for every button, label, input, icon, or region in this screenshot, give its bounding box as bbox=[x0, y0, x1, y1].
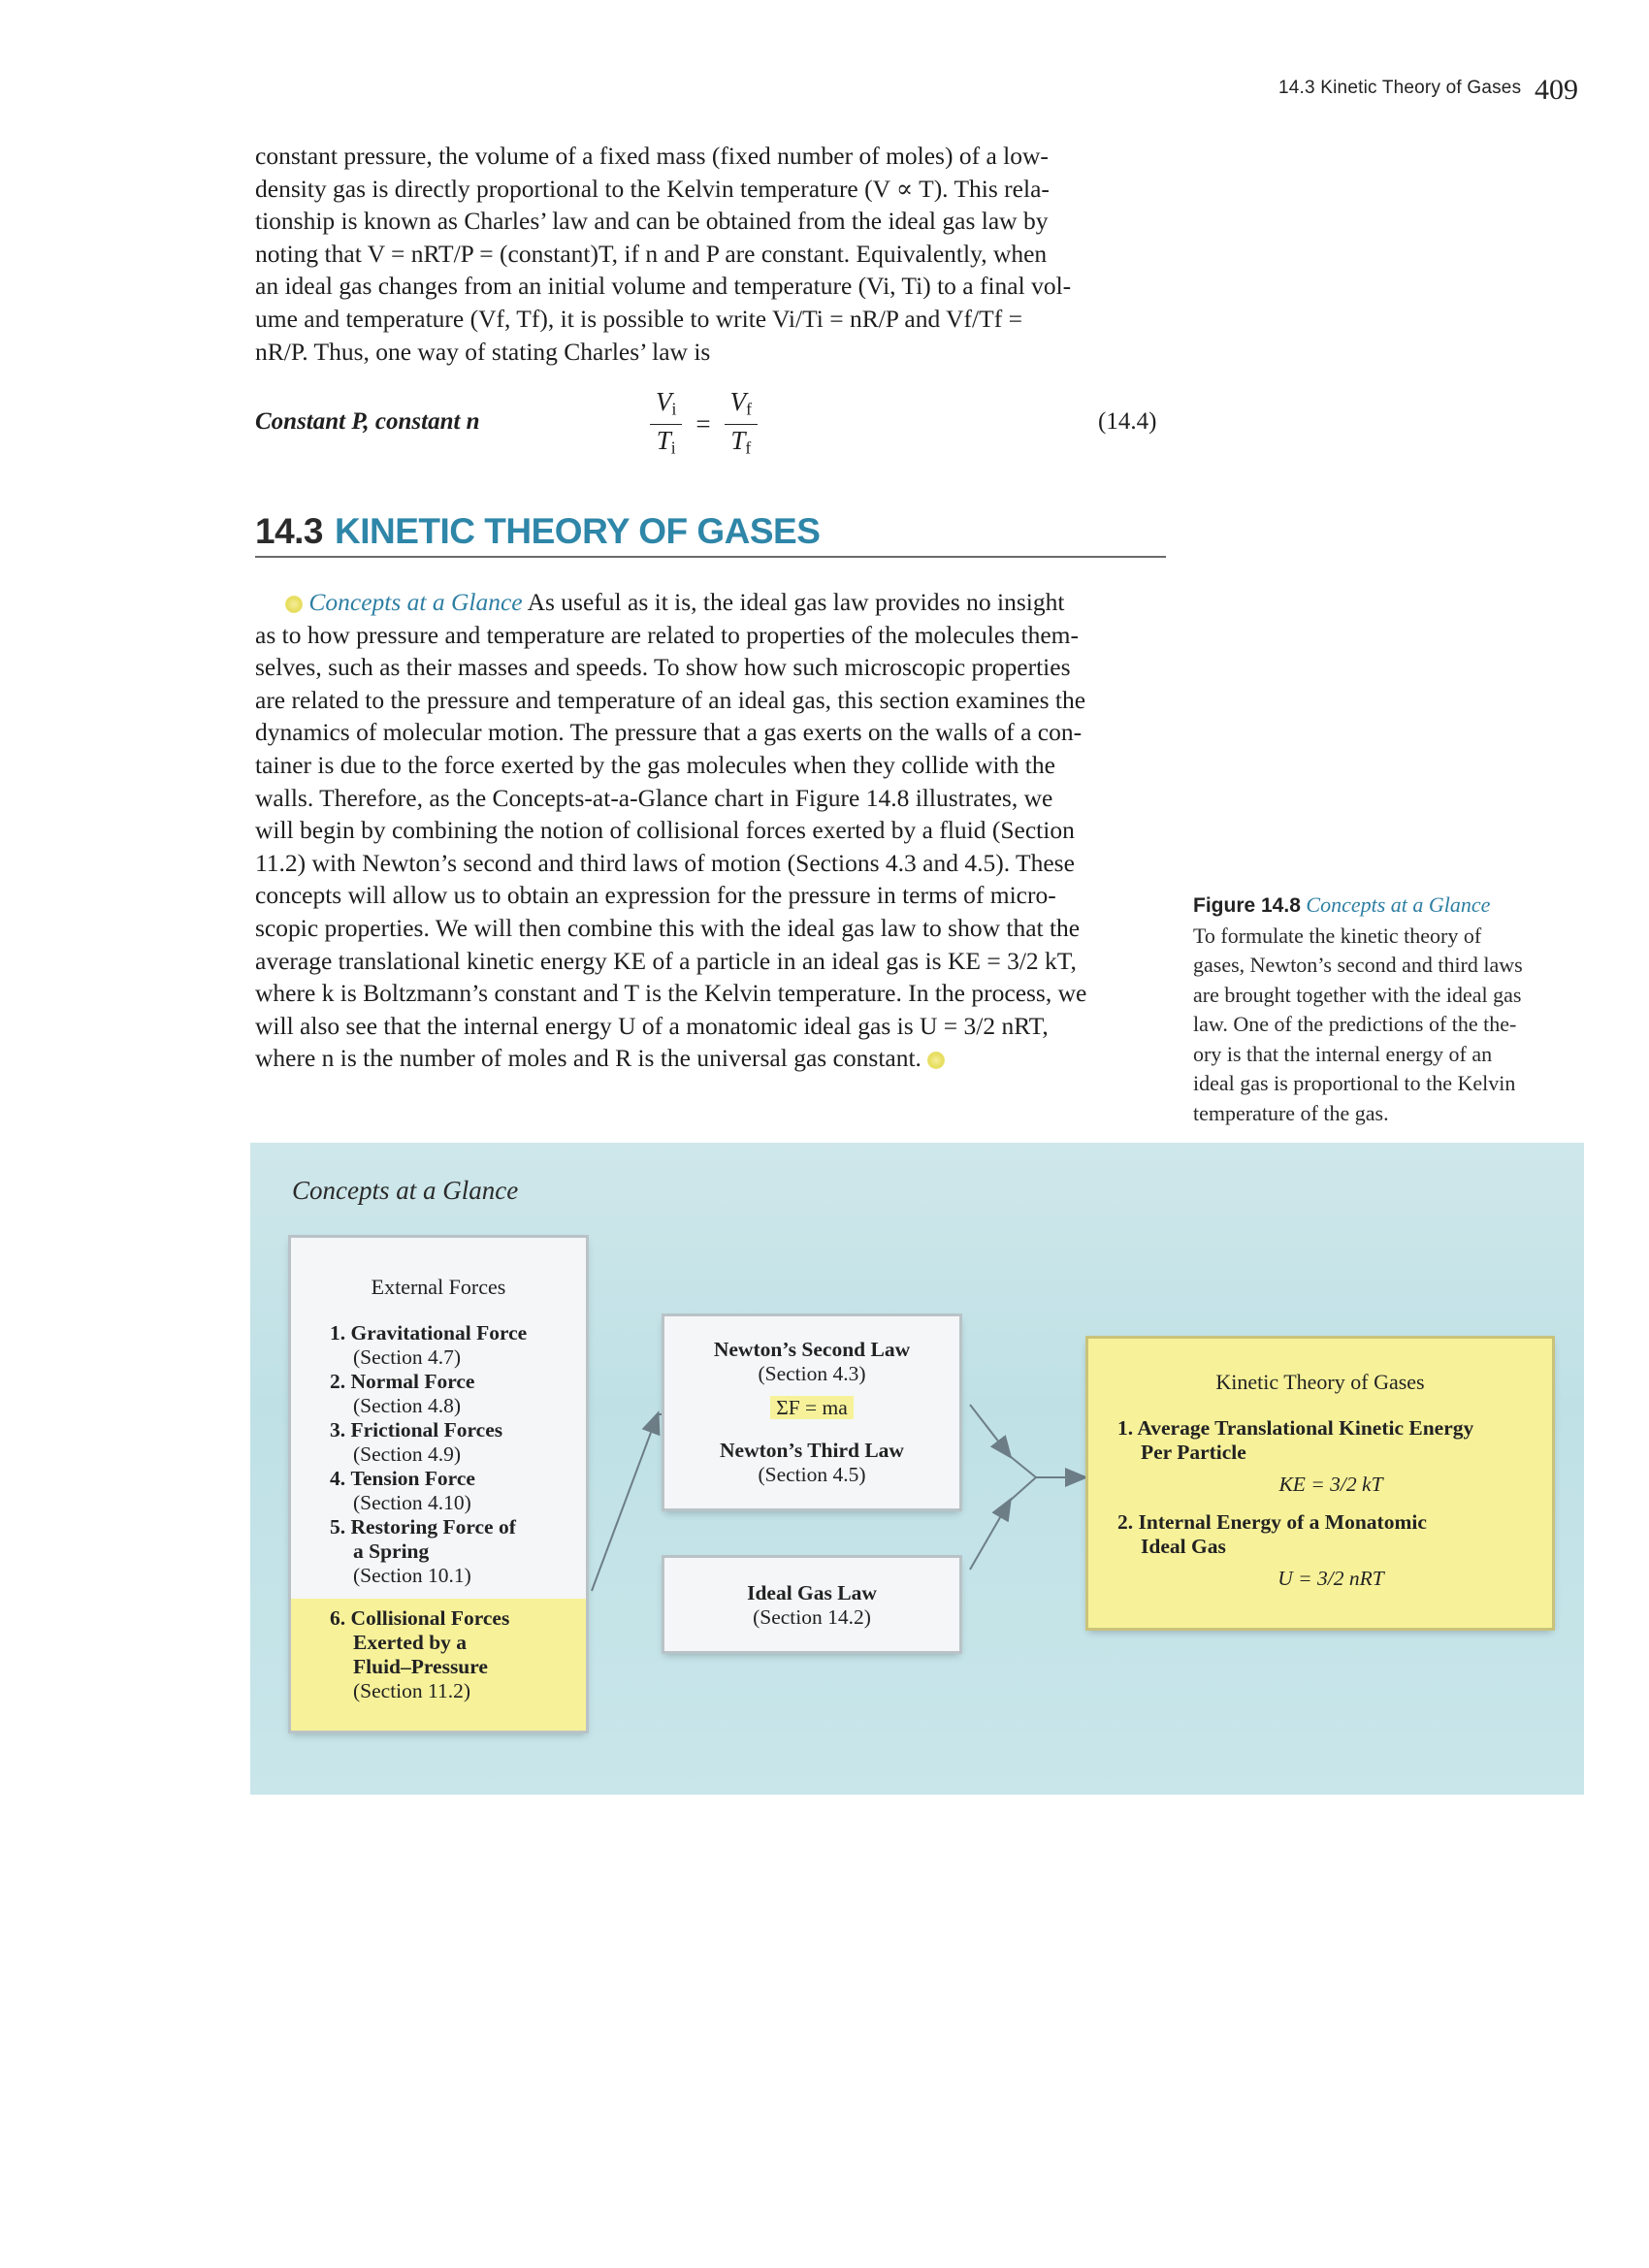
caption-line: ory is that the internal energy of an bbox=[1193, 1041, 1493, 1066]
text-line: density gas is directly proportional to the Kelvin temperature (V ∝ T). This rela- bbox=[255, 174, 1050, 203]
newtons-third-law: Newton’s Third Law bbox=[720, 1439, 904, 1462]
fraction-right: $\frac{V_f}{T_f}$ bbox=[725, 386, 758, 464]
text-line: nR/P. Thus, one way of stating Charles’ law is bbox=[255, 337, 711, 366]
page-number: 409 bbox=[1535, 74, 1578, 106]
section-number: 14.3 bbox=[255, 511, 324, 551]
list-item: 1. Gravitational Force bbox=[330, 1321, 528, 1345]
diagram-title: Concepts at a Glance bbox=[292, 1176, 519, 1205]
text-line: scopic properties. We will then combine this with the ideal gas law to show that the bbox=[255, 913, 1081, 942]
external-forces-heading: External Forces bbox=[371, 1275, 506, 1299]
caption-line: are brought together with the ideal gas bbox=[1193, 982, 1522, 1007]
fraction-left: $\frac{V_i}{T_i}$ bbox=[650, 386, 682, 464]
kinetic-item-1: 1. Average Translational Kinetic Energy bbox=[1117, 1416, 1474, 1440]
text-line: concepts will allow us to obtain an expression for the pressure in terms of micro- bbox=[255, 881, 1056, 910]
caption-line: To formulate the kinetic theory of bbox=[1193, 923, 1482, 948]
external-forces-box bbox=[291, 1238, 586, 1731]
equation-charles-law: $\frac{V_i}{T_i}$ = $\frac{V_f}{T_f}$ bbox=[650, 386, 758, 464]
text-line: will begin by combining the notion of collisional forces exerted by a fluid (Section bbox=[255, 816, 1075, 845]
section-rule bbox=[255, 556, 1166, 558]
ideal-gas-law-title: Ideal Gas Law bbox=[747, 1581, 877, 1604]
text-line: tainer is due to the force exerted by the gas molecules when they collide with the bbox=[255, 750, 1055, 779]
intro-paragraph bbox=[255, 140, 1165, 368]
ideal-gas-law-box: Ideal Gas Law (Section 14.2) bbox=[664, 1558, 959, 1651]
caption-line: gases, Newton’s second and third laws bbox=[1193, 953, 1523, 977]
list-item: 4. Tension Force bbox=[330, 1467, 475, 1490]
text-line: ume and temperature (Vf, Tf), it is possible to write Vi/Ti = nR/P and Vf/Tf = bbox=[255, 304, 1022, 333]
concept-dot-icon bbox=[927, 1052, 945, 1069]
kinetic-theory-heading: Kinetic Theory of Gases bbox=[1215, 1370, 1425, 1394]
internal-energy-equation: U = 3/2 nRT bbox=[1277, 1567, 1384, 1590]
body-paragraph bbox=[255, 586, 1165, 1075]
external-forces-list: 1. Gravitational Force (Section 4.7) 2. Normal Force (Section 4.8) 3. Frictional Forces (Section 4.9) 4. Tension Force (Section 4.10) 5. Restoring Force of a Spring (Section 10.1) bbox=[330, 1321, 582, 1588]
text-line: where n is the number of moles and R is the universal gas constant. bbox=[255, 1042, 1165, 1075]
list-item: 5. Restoring Force of bbox=[330, 1515, 516, 1539]
text-line: noting that V = nRT/P = (constant)T, if n and P are constant. Equivalently, when bbox=[255, 239, 1048, 268]
figure-caption bbox=[1193, 891, 1581, 1128]
text-line: as to how pressure and temperature are related to properties of the molecules them- bbox=[255, 620, 1079, 649]
equation-number: (14.4) bbox=[1098, 408, 1157, 435]
text-line: constant pressure, the volume of a fixed mass (fixed number of moles) of a low- bbox=[255, 142, 1049, 170]
caption-line: law. One of the predictions of the the- bbox=[1193, 1012, 1517, 1036]
newton-formula: ΣF = ma bbox=[770, 1396, 854, 1419]
collisional-forces-highlight: 6. Collisional Forces Exerted by a Fluid–Pressure (Section 11.2) bbox=[291, 1599, 586, 1731]
list-item: 3. Frictional Forces bbox=[330, 1418, 503, 1442]
text-line: tionship is known as Charles’ law and can be obtained from the ideal gas law by bbox=[255, 207, 1049, 236]
kinetic-item-2: 2. Internal Energy of a Monatomic bbox=[1117, 1510, 1427, 1534]
section-title: KINETIC THEORY OF GASES bbox=[335, 511, 821, 551]
list-item: 2. Normal Force bbox=[330, 1370, 475, 1393]
text-line: average translational kinetic energy KE of a particle in an ideal gas is KE = 3/2 kT, bbox=[255, 946, 1077, 975]
newtons-laws-box: Newton’s Second Law (Section 4.3) ΣF = ma Newton’s Third Law (Section 4.5) bbox=[664, 1316, 959, 1508]
newtons-second-law: Newton’s Second Law bbox=[713, 1338, 911, 1361]
text-line: 11.2) with Newton’s second and third laws of motion (Sections 4.3 and 4.5). These bbox=[255, 848, 1075, 877]
figure-number: Figure 14.8 bbox=[1193, 894, 1301, 917]
section-heading bbox=[255, 511, 820, 552]
text-line: an ideal gas changes from an initial volume and temperature (Vi, Ti) to a final vol- bbox=[255, 272, 1072, 301]
kinetic-theory-box: Kinetic Theory of Gases 1. Average Translational Kinetic Energy Per Particle KE = 3/2 kT 2. Internal Energy of a Monatomic Ideal Gas U = 3/2 nRT bbox=[1088, 1339, 1552, 1628]
running-title: 14.3 Kinetic Theory of Gases bbox=[1278, 78, 1522, 98]
caption-line: temperature of the gas. bbox=[1193, 1100, 1389, 1125]
text-line: dynamics of molecular motion. The pressure that a gas exerts on the walls of a con- bbox=[255, 718, 1083, 747]
text-line: will also see that the internal energy U of a monatomic ideal gas is U = 3/2 nRT, bbox=[255, 1011, 1049, 1040]
equation-label: Constant P, constant n bbox=[255, 408, 480, 435]
text-line: selves, such as their masses and speeds. To show how such microscopic properties bbox=[255, 653, 1071, 682]
kinetic-energy-equation: KE = 3/2 kT bbox=[1278, 1473, 1383, 1496]
caption-line: ideal gas is proportional to the Kelvin bbox=[1193, 1071, 1516, 1095]
concept-dot-icon bbox=[285, 596, 303, 613]
text-line: Concepts at a Glance As useful as it is, the ideal gas law provides no insight bbox=[255, 586, 1165, 619]
text-line: where k is Boltzmann’s constant and T is the Kelvin temperature. In the process, we bbox=[255, 979, 1087, 1008]
concepts-at-a-glance-label: Concepts at a Glance bbox=[308, 588, 523, 616]
text-line: walls. Therefore, as the Concepts-at-a-Glance chart in Figure 14.8 illustrates, we bbox=[255, 783, 1053, 812]
caption-cag-label: Concepts at a Glance bbox=[1306, 892, 1491, 917]
text-line: are related to the pressure and temperature of an ideal gas, this section examines the bbox=[255, 685, 1086, 714]
